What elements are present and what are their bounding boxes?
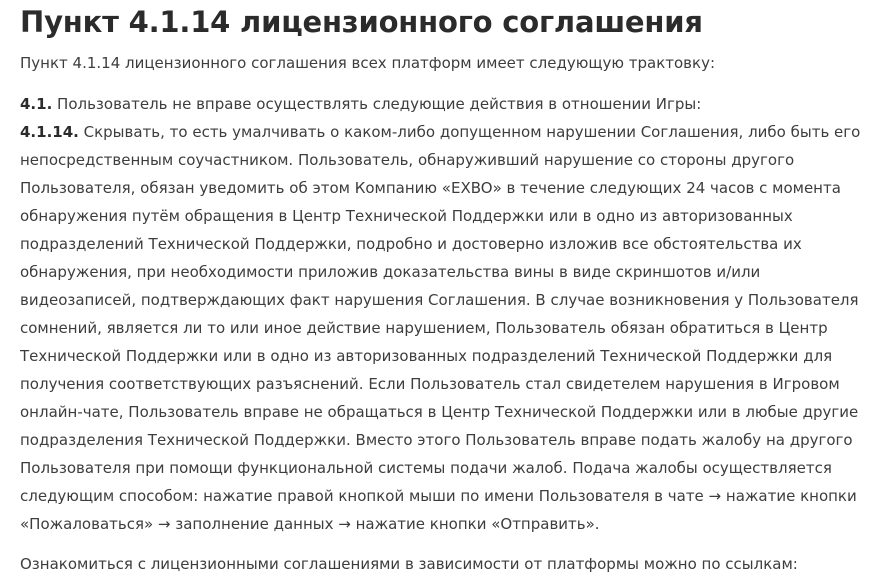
clause-text-line: «Пожаловаться» → заполнение данных → нажатие кнопки «Отправить». — [20, 515, 600, 533]
clause-4-1-line — [20, 90, 887, 118]
outro-paragraph: Ознакомиться с лицензионными соглашениями в зависимости от платформы можно по ссылкам: — [20, 555, 798, 573]
clause-text-line: Пользователя при помощи функциональной системы подачи жалоб. Подача жалобы осуществляется — [20, 459, 832, 477]
clause-text-line: видеозаписей, подтверждающих факт нарушения Соглашения. В случае возникновения у Пользователя — [20, 291, 859, 309]
clause-text-line: получения соответствующих разъяснений. Если Пользователь стал свидетелем нарушения в Игровом — [20, 375, 840, 393]
clause-text-line: подразделения Технической Поддержки. Вместо этого Пользователь вправе подать жалобу на другого — [20, 431, 853, 449]
page-title: Пункт 4.1.14 лицензионного соглашения — [20, 5, 703, 39]
clause-text-line: обнаружения путём обращения в Центр Технической Поддержки или в одно из авторизованных — [20, 207, 793, 225]
clause-text-line: следующим способом: нажатие правой кнопкой мыши по имени Пользователя в чате → нажатие кнопки — [20, 487, 857, 505]
clause-text-line: непосредственным соучастником. Пользователь, обнаруживший нарушение со стороны другого — [20, 151, 795, 169]
clause-text-line: сомнений, является ли то или иное действие нарушением, Пользователь обязан обратиться в Центр — [20, 319, 828, 337]
clause-text-line: обнаружения, при необходимости приложив доказательства вины в виде скриншотов и/или — [20, 263, 761, 281]
clause-4-1-number: 4.1. — [20, 95, 53, 113]
clause-text-line: Пользователя, обязан уведомить об этом Компанию «EXBO» в течение следующих 24 часов с момента — [20, 179, 841, 197]
clause-4-1-14-line — [20, 118, 887, 146]
clause-4-1-14-number: 4.1.14. — [20, 123, 79, 141]
clause-block — [20, 90, 887, 538]
clause-4-1-text: Пользователь не вправе осуществлять следующие действия в отношении Игры: — [52, 95, 702, 113]
clause-text-line: подразделений Технической Поддержки, подробно и достоверно изложив все обстоятельства их — [20, 235, 802, 253]
intro-paragraph: Пункт 4.1.14 лицензионного соглашения всех платформ имеет следующую трактовку: — [20, 54, 716, 72]
clause-text-line: Скрывать, то есть умалчивать о каком-либо допущенном нарушении Соглашения, либо быть его — [78, 123, 861, 141]
clause-text-line: Технической Поддержки или в одно из авторизованных подразделений Технической Поддержки для — [20, 347, 833, 365]
clause-text-line: онлайн-чате, Пользователь вправе не обращаться в Центр Технической Поддержки или в любые другие — [20, 403, 859, 421]
